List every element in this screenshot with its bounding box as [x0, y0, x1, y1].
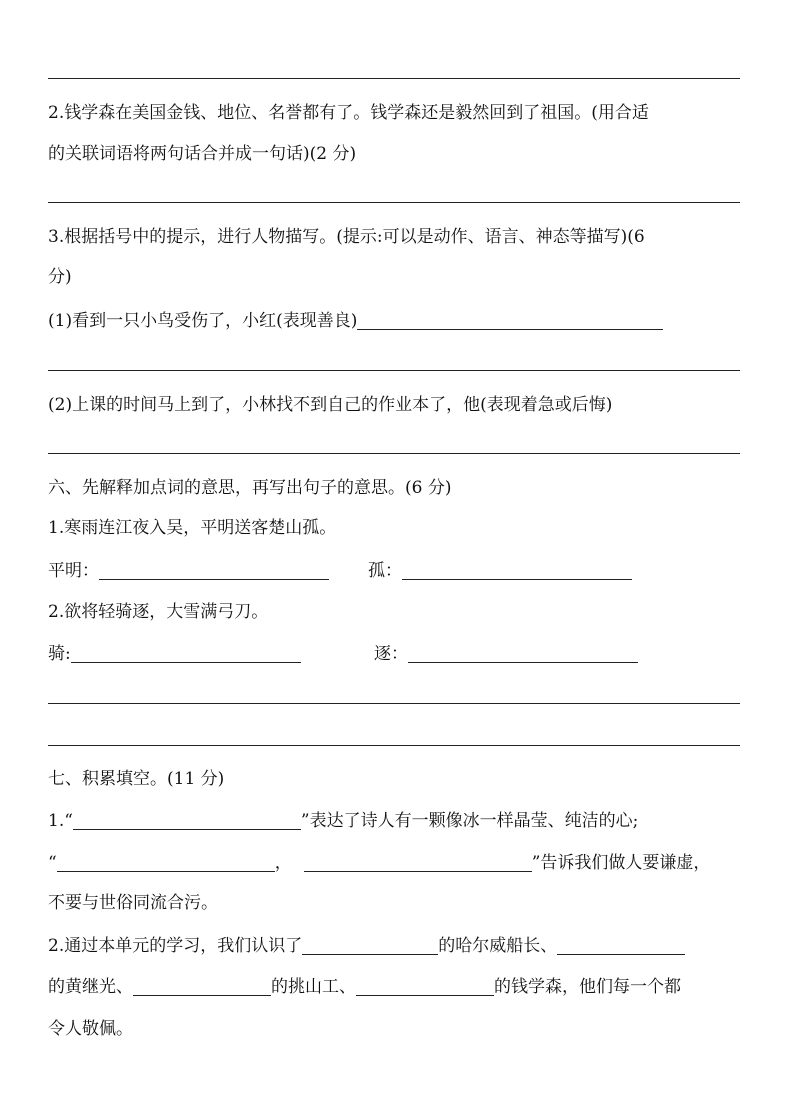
q2-text-1: 的哈尔威船长、 — [438, 936, 558, 956]
q1-line2-suffix: ”告诉我们做人要谦虚， — [531, 853, 711, 873]
section7-q2-line1 — [48, 935, 685, 957]
q1b-comma: ， — [274, 853, 292, 873]
q3-sub2-text: (2)上课的时间马上到了，小林找不到自己的作业本了，他(表现着急或后悔) — [48, 395, 613, 415]
q2-text-line2: 的关联词语将两句话合并成一句话)(2 分) — [48, 144, 357, 164]
pingming-row — [48, 560, 329, 582]
pingming-blank[interactable] — [99, 561, 329, 580]
section7-heading: 七、积累填空。(11 分) — [48, 769, 225, 789]
q3-sub2-answer-line[interactable] — [48, 453, 740, 454]
q1-open-quote: 1.“ — [48, 811, 73, 831]
zhu-label: 逐： — [374, 644, 408, 664]
section6-item1: 1.寒雨连江夜入吴，平明送客楚山孤。 — [48, 518, 337, 538]
q3-sub1 — [48, 310, 663, 332]
qi-blank[interactable] — [71, 644, 301, 663]
section6-item2: 2.欲将轻骑逐，大雪满弓刀。 — [48, 602, 269, 622]
q2-blank-2[interactable] — [557, 936, 685, 955]
q1-blank-1[interactable] — [73, 811, 301, 830]
qi-row — [48, 643, 301, 665]
q2-text-4: 的钱学森，他们每一个都 — [494, 977, 681, 997]
q3-text-line1: 3.根据括号中的提示，进行人物描写。(提示:可以是动作、语言、神态等描写)(6 — [48, 227, 645, 247]
section7-q2-line2 — [48, 976, 681, 998]
q2-blank-1[interactable] — [302, 936, 438, 955]
zhu-row — [374, 643, 638, 665]
q2-blank-4[interactable] — [356, 977, 494, 996]
q3-sub1-text: (1)看到一只小鸟受伤了，小红(表现善良) — [48, 311, 358, 331]
q2-text-2: 的黄继光、 — [48, 977, 133, 997]
pingming-label: 平明： — [48, 561, 99, 581]
q2-text-3: 的挑山工、 — [271, 977, 356, 997]
q3-text-line2: 分) — [48, 267, 72, 287]
section6-answer-line-1[interactable] — [48, 703, 740, 704]
gu-row — [368, 560, 632, 582]
section7-q1-line3: 不要与世俗同流合污。 — [48, 893, 218, 913]
section6-heading: 六、先解释加点词的意思，再写出句子的意思。(6 分) — [48, 478, 452, 498]
qi-label: 骑: — [48, 644, 71, 664]
answer-line[interactable] — [48, 78, 740, 79]
q1-blank-3[interactable] — [304, 853, 532, 872]
q1-line1-suffix: ”表达了诗人有一颗像冰一样晶莹、纯洁的心; — [300, 811, 639, 831]
q3-sub1-answer-line[interactable] — [48, 370, 740, 371]
q1b-open-quote: “ — [48, 853, 57, 873]
q2-answer-line[interactable] — [48, 202, 740, 203]
q3-sub1-blank[interactable] — [357, 311, 663, 330]
q1-blank-2[interactable] — [57, 853, 275, 872]
q2-blank-3[interactable] — [133, 977, 271, 996]
gu-label: 孤： — [368, 561, 402, 581]
zhu-blank[interactable] — [408, 644, 638, 663]
q2-text-line1: 2.钱学森在美国金钱、地位、名誉都有了。钱学森还是毅然回到了祖国。(用合适 — [48, 103, 649, 123]
gu-blank[interactable] — [402, 561, 632, 580]
section7-q1-line2 — [48, 852, 710, 874]
q2-prefix: 2.通过本单元的学习，我们认识了 — [48, 936, 303, 956]
section7-q1-line1 — [48, 810, 638, 832]
section6-answer-line-2[interactable] — [48, 745, 740, 746]
section7-q2-line3: 令人敬佩。 — [48, 1019, 133, 1039]
